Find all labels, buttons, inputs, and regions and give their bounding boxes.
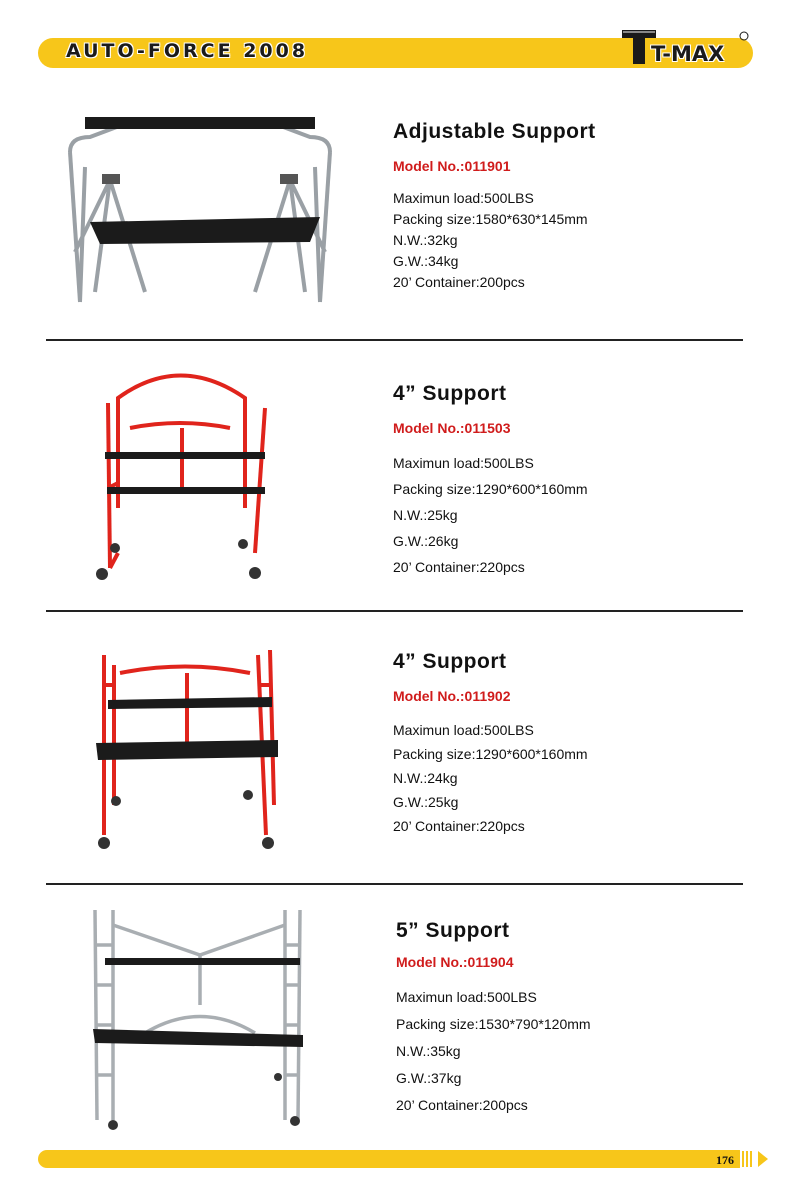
product-info-3 [393,650,588,838]
footer-bar [38,1150,748,1168]
model-number: Model No.:011901 [393,158,511,174]
spec-packing-size: Packing size:1290*600*160mm [393,481,588,497]
spec-gross-weight: G.W.:26kg [393,533,459,549]
model-number: Model No.:011902 [393,688,511,704]
spec-net-weight: N.W.:24kg [393,770,458,786]
spec-max-load: Maximun load:500LBS [396,989,537,1005]
product-info-2 [393,382,588,580]
page-number: 176 [716,1153,734,1167]
support-011902-image [90,645,285,855]
product-title: 5” Support [396,919,510,942]
spec-max-load: Maximun load:500LBS [393,455,534,471]
spec-net-weight: N.W.:35kg [396,1043,461,1059]
adjustable-support-image [50,112,350,312]
support-011503-image [90,368,280,588]
spec-net-weight: N.W.:25kg [393,507,458,523]
page-arrow-icon [740,1150,774,1168]
spec-max-load: Maximun load:500LBS [393,722,534,738]
spec-packing-size: Packing size:1580*630*145mm [393,211,588,227]
spec-packing-size: Packing size:1290*600*160mm [393,746,588,762]
section-divider [46,883,743,885]
model-number: Model No.:011904 [396,954,514,970]
product-title: 4” Support [393,650,507,673]
support-011904-image [85,905,315,1135]
spec-gross-weight: G.W.:25kg [393,794,459,810]
spec-gross-weight: G.W.:37kg [396,1070,462,1086]
spec-container: 20’ Container:200pcs [396,1097,528,1113]
section-divider [46,610,743,612]
spec-net-weight: N.W.:32kg [393,232,458,248]
model-number: Model No.:011503 [393,420,511,436]
brand-name: T-MAX [651,42,725,66]
spec-container: 20’ Container:220pcs [393,818,525,834]
spec-container: 20’ Container:220pcs [393,559,525,575]
product-info-4 [396,919,591,1119]
spec-container: 20’ Container:200pcs [393,274,525,290]
spec-packing-size: Packing size:1530*790*120mm [396,1016,591,1032]
product-title: 4” Support [393,382,507,405]
spec-max-load: Maximun load:500LBS [393,190,534,206]
product-info-1 [393,120,596,293]
catalog-title: AUTO-FORCE 2008 [66,40,309,62]
spec-gross-weight: G.W.:34kg [393,253,459,269]
product-title: Adjustable Support [393,120,596,143]
section-divider [46,339,743,341]
